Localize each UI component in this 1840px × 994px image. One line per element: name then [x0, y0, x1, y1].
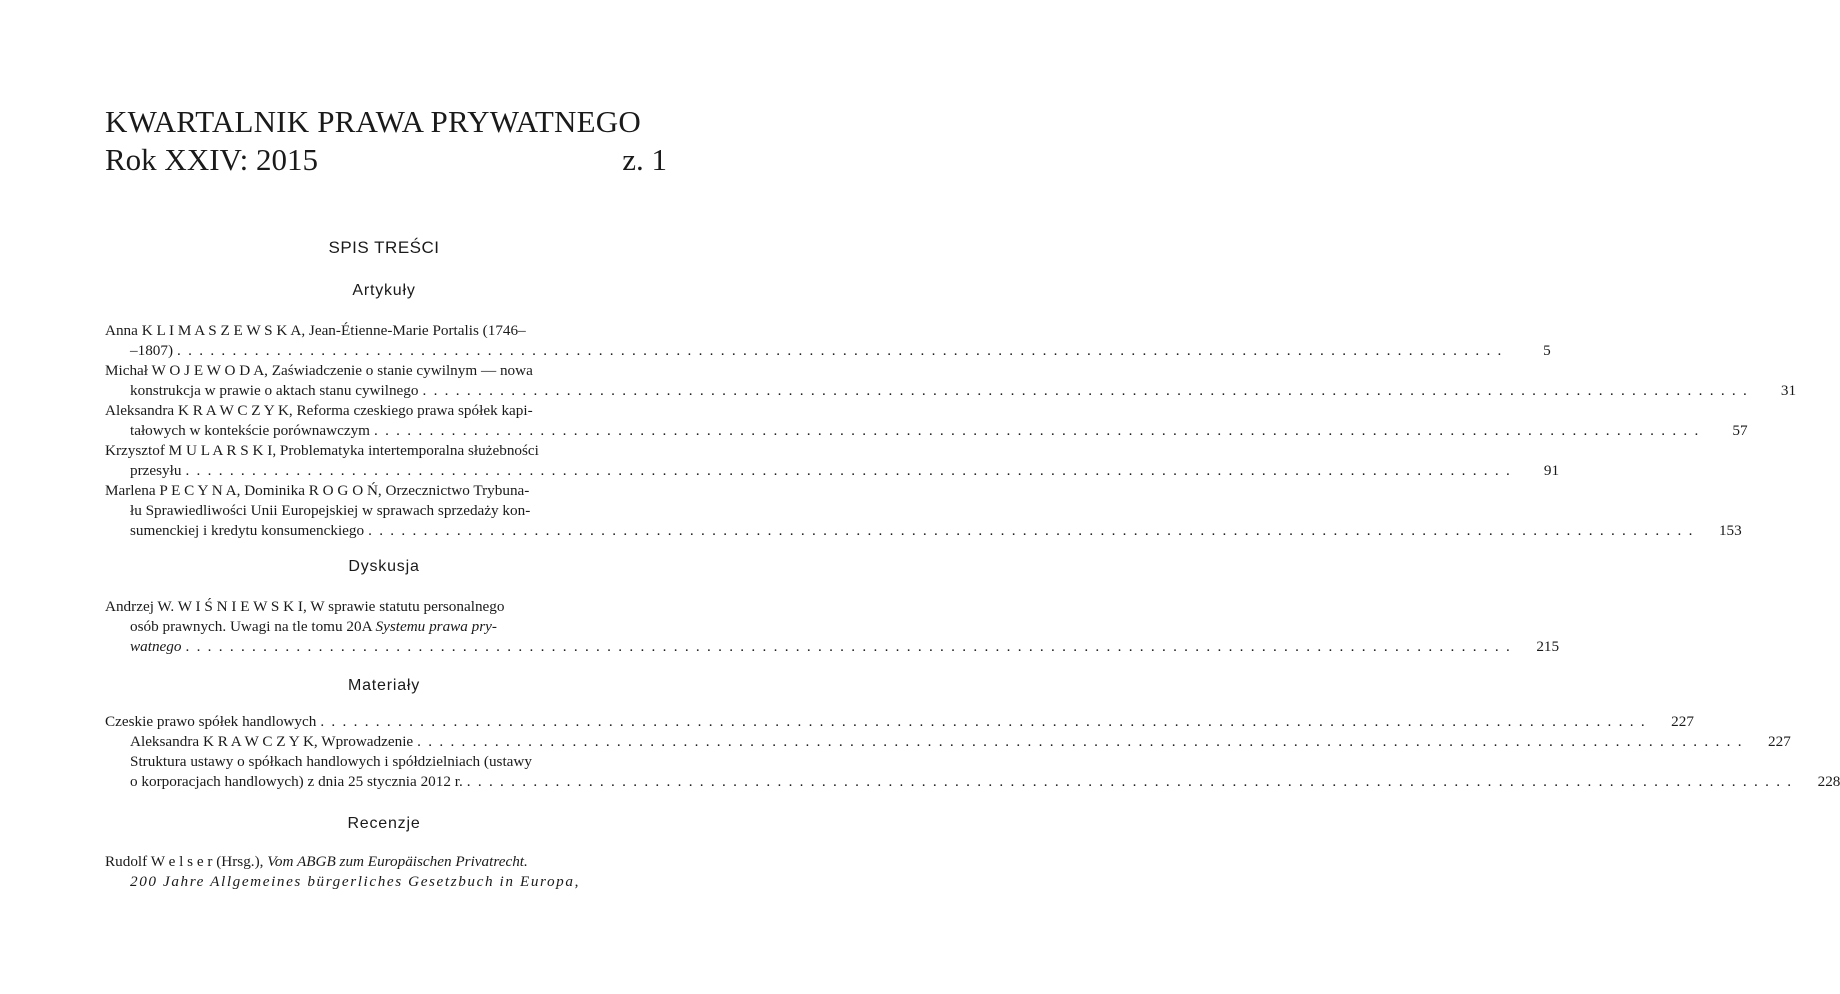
materials-list [105, 712, 1840, 792]
articles-list [105, 321, 1797, 541]
entry-line-text: Czeskie prawo spółek handlowych [105, 713, 317, 730]
entry-line-text: –1807) [130, 342, 174, 359]
entry-line [105, 637, 1560, 657]
toc-entry[interactable] [105, 321, 1551, 361]
toc-entry[interactable] [105, 481, 1742, 541]
toc-entry[interactable] [105, 712, 1694, 732]
entry-line: Marlena P E C Y N A, Dominika R O G O Ń, Orzecznictwo Trybuna- [105, 482, 530, 499]
entry-line-italic: Systemu prawa pry- [375, 618, 497, 635]
entry-line-text: o korporacjach handlowych) z dnia 25 stycznia 2012 r. [130, 773, 463, 790]
toc-entry[interactable] [105, 361, 1797, 401]
entry-line [105, 872, 668, 892]
page-number: 215 [1536, 638, 1560, 655]
entry-line-italic: Vom ABGB zum Europäischen Privatrecht. [267, 853, 528, 870]
entry-line-text: przesyłu [130, 462, 182, 479]
journal-title: KWARTALNIK PRAWA PRYWATNEGO [105, 104, 641, 139]
leader-dots: ........................................................................................................................ [368, 522, 1700, 539]
issue-label: z. 1 [622, 142, 667, 177]
discussion-list [105, 597, 1560, 657]
leader-dots: ........................................................................................................................ [373, 422, 1706, 439]
leader-dots: ........................................................................................................................ [422, 382, 1755, 399]
leader-dots: ........................................................................................................................ [177, 342, 1509, 359]
entry-line-text: osób prawnych. Uwagi na tle tomu 20A [130, 618, 376, 635]
entry-line-text: , [574, 873, 579, 890]
toc-entry[interactable] [105, 852, 668, 892]
leader-dots: ........................................................................................................................ [466, 773, 1799, 790]
page-number: 228 [1817, 773, 1840, 790]
entry-line-text: Aleksandra K R A W C Z Y K, Wprowadzenie [130, 733, 414, 750]
entry-line: Aleksandra K R A W C Z Y K, Reforma czeskiego prawa spółek kapi- [105, 402, 533, 419]
toc-heading: SPIS TREŚCI [328, 238, 440, 257]
page-number: 31 [1780, 382, 1797, 399]
entry-line [105, 421, 1748, 441]
issue-line [105, 142, 667, 178]
entry-line: Anna K L I M A S Z E W S K A, Jean-Étienne-Marie Portalis (1746– [105, 322, 526, 339]
section-heading-articles: Artykuły [352, 282, 416, 299]
entry-line [105, 617, 668, 637]
leader-dots: ........................................................................................................................ [417, 733, 1749, 750]
toc-entry[interactable] [105, 441, 1560, 481]
entry-line-text: sumenckiej i kredytu konsumenckiego [130, 522, 365, 539]
page-number: 91 [1543, 462, 1560, 479]
entry-line-italic: 200 Jahre Allgemeines bürgerliches Gesetzbuch in Europa [130, 873, 575, 890]
year-label: Rok XXIV: 2015 [105, 142, 318, 177]
entry-line: łu Sprawiedliwości Unii Europejskiej w sprawach sprzedaży kon- [130, 502, 531, 519]
entry-line [105, 381, 1797, 401]
entry-line [105, 341, 1551, 361]
toc-entry[interactable] [105, 732, 1791, 752]
leader-dots: ........................................................................................................................ [185, 462, 1518, 479]
entry-line: Krzysztof M U L A R S K I, Problematyka intertemporalna służebności [105, 442, 539, 459]
entry-line-text: konstrukcja w prawie o aktach stanu cywilnego [130, 382, 419, 399]
reviews-list [105, 852, 668, 892]
entry-line-text: Rudolf W e l s e r (Hrsg.), [105, 853, 268, 870]
page-number: 227 [1768, 733, 1791, 750]
toc-entry[interactable] [105, 401, 1748, 441]
page-number: 57 [1732, 422, 1748, 439]
toc-entry[interactable] [105, 597, 1560, 657]
entry-line-text: tałowych w kontekście porównawczym [130, 422, 370, 439]
leader-dots: ........................................................................................................................ [185, 638, 1518, 655]
entry-line [105, 772, 1840, 792]
entry-line [105, 521, 1742, 541]
section-heading-discussion: Dyskusja [348, 558, 420, 575]
page-number: 5 [1543, 342, 1551, 359]
toc-entry[interactable] [105, 752, 1840, 792]
entry-line [105, 732, 1791, 752]
page-number: 227 [1671, 713, 1694, 730]
entry-line-italic: watnego [130, 638, 182, 655]
entry-line [105, 712, 1694, 732]
page-number: 153 [1718, 522, 1742, 539]
entry-line [105, 461, 1560, 481]
leader-dots: ........................................................................................................................ [320, 713, 1652, 730]
entry-line: Struktura ustawy o spółkach handlowych i spółdzielniach (ustawy [130, 753, 532, 770]
entry-line [105, 852, 668, 872]
entry-line: Andrzej W. W I Ś N I E W S K I, W sprawie statutu personalnego [105, 598, 505, 615]
entry-line: Michał W O J E W O D A, Zaświadczenie o stanie cywilnym — nowa [105, 362, 533, 379]
section-heading-materials: Materiały [347, 677, 421, 694]
section-heading-reviews: Recenzje [347, 815, 421, 832]
